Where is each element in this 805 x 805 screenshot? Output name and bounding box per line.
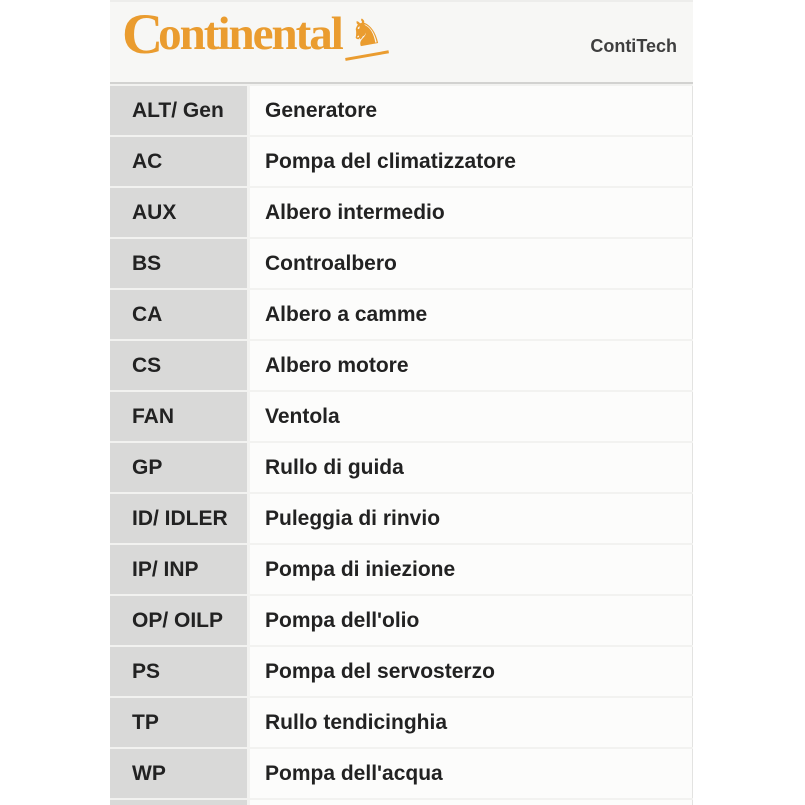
table-row (110, 390, 693, 441)
description-cell: Puleggia di rinvio (250, 494, 693, 543)
table-row (110, 339, 693, 390)
code-cell: OP/ OILP (110, 596, 250, 645)
code-cell: ALT/ Gen (110, 86, 250, 135)
code-cell: FAN (110, 392, 250, 441)
description-cell: Pompa dell'olio (250, 596, 693, 645)
description-cell: Pompa del climatizzatore (250, 137, 693, 186)
logo-wordmark: ontinental (158, 8, 342, 60)
description-cell: Controalbero (250, 239, 693, 288)
table-row (110, 696, 693, 747)
code-cell: CA (110, 290, 250, 339)
table-row (110, 543, 693, 594)
code-cell: GP (110, 443, 250, 492)
table-row (110, 492, 693, 543)
code-cell: BS (110, 239, 250, 288)
content-panel (110, 0, 693, 805)
description-cell (250, 800, 693, 805)
description-cell: Albero motore (250, 341, 693, 390)
description-cell: Ventola (250, 392, 693, 441)
description-cell: Generatore (250, 86, 693, 135)
brand-header (110, 2, 693, 84)
table-row (110, 798, 693, 805)
code-cell: TP (110, 698, 250, 747)
table-row (110, 135, 693, 186)
code-cell (110, 800, 250, 805)
description-cell: Pompa di iniezione (250, 545, 693, 594)
code-cell: AC (110, 137, 250, 186)
code-cell: ID/ IDLER (110, 494, 250, 543)
table-row (110, 441, 693, 492)
description-cell: Albero intermedio (250, 188, 693, 237)
contitech-wordmark: ContiTech (590, 36, 677, 56)
logo-initial: C (122, 3, 162, 66)
legend-table (110, 84, 693, 805)
description-cell: Rullo di guida (250, 443, 693, 492)
code-cell: WP (110, 749, 250, 798)
code-cell: AUX (110, 188, 250, 237)
table-row (110, 186, 693, 237)
code-cell: PS (110, 647, 250, 696)
description-cell: Albero a camme (250, 290, 693, 339)
code-cell: IP/ INP (110, 545, 250, 594)
table-row (110, 594, 693, 645)
table-row (110, 645, 693, 696)
table-row (110, 747, 693, 798)
table-row (110, 288, 693, 339)
table-row (110, 237, 693, 288)
table-row (110, 84, 693, 135)
description-cell: Pompa dell'acqua (250, 749, 693, 798)
description-cell: Pompa del servosterzo (250, 647, 693, 696)
description-cell: Rullo tendicinghia (250, 698, 693, 747)
rearing-horse-icon: ♞ (338, 10, 389, 61)
code-cell: CS (110, 341, 250, 390)
continental-logo (122, 3, 390, 66)
